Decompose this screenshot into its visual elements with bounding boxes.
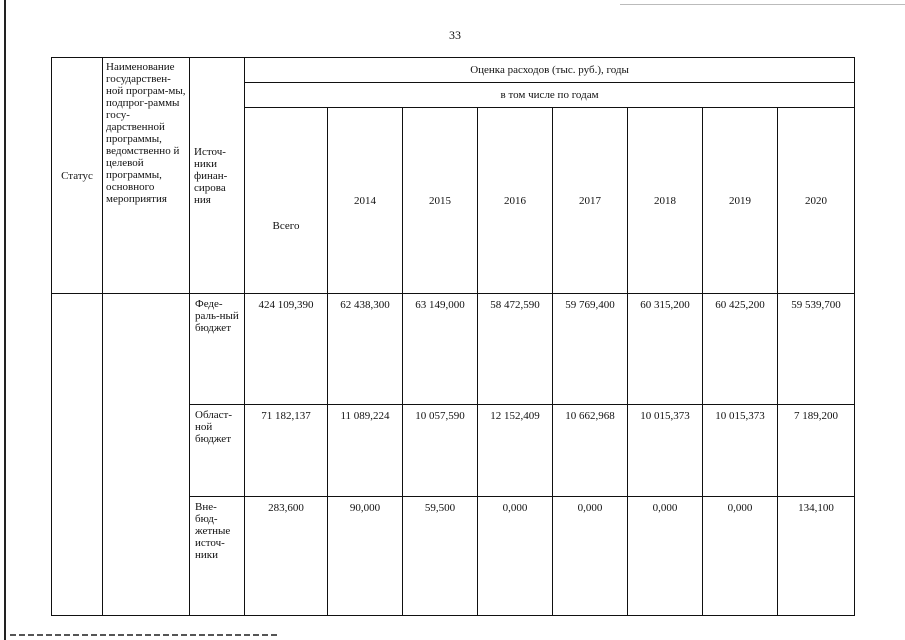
- table-row: [52, 294, 855, 405]
- expenditure-table: [51, 57, 855, 616]
- scan-edge-bottom: [10, 634, 280, 636]
- scan-edge-top: [620, 4, 905, 5]
- header-year: 2018: [628, 108, 703, 294]
- year-value: 11 089,224: [328, 405, 403, 497]
- header-status: Статус: [52, 58, 103, 294]
- name-cell: [103, 294, 190, 616]
- year-value: 59 539,700: [778, 294, 855, 405]
- header-including: в том числе по годам: [245, 83, 855, 108]
- year-value: 0,000: [553, 497, 628, 616]
- year-value: 90,000: [328, 497, 403, 616]
- total-value: 283,600: [245, 497, 328, 616]
- total-value: 71 182,137: [245, 405, 328, 497]
- source-label: Област-ной бюджет: [190, 405, 245, 497]
- year-value: 10 015,373: [628, 405, 703, 497]
- page-number: 33: [449, 28, 461, 42]
- year-value: 60 315,200: [628, 294, 703, 405]
- status-cell: [52, 294, 103, 616]
- year-value: 60 425,200: [703, 294, 778, 405]
- header-estimate: Оценка расходов (тыс. руб.), годы: [245, 58, 855, 83]
- year-value: 58 472,590: [478, 294, 553, 405]
- scan-edge-left: [4, 0, 6, 640]
- header-total: Всего: [245, 108, 328, 294]
- year-value: 0,000: [703, 497, 778, 616]
- year-value: 63 149,000: [403, 294, 478, 405]
- header-year: 2017: [553, 108, 628, 294]
- year-value: 59 769,400: [553, 294, 628, 405]
- year-value: 7 189,200: [778, 405, 855, 497]
- header-source: Источ-ники финан-сирова ния: [190, 58, 245, 294]
- header-name: Наименование государствен-ной програм-мы, подпрог-раммы госу-дарственной программы, ведомственно й целевой программы, основного мероприятия: [103, 58, 190, 294]
- year-value: 0,000: [478, 497, 553, 616]
- header-year: 2014: [328, 108, 403, 294]
- year-value: 10 015,373: [703, 405, 778, 497]
- year-value: 10 057,590: [403, 405, 478, 497]
- year-value: 0,000: [628, 497, 703, 616]
- year-value: 134,100: [778, 497, 855, 616]
- source-label: Вне-бюд-жетные источ-ники: [190, 497, 245, 616]
- year-value: 12 152,409: [478, 405, 553, 497]
- header-year: 2015: [403, 108, 478, 294]
- header-year: 2019: [703, 108, 778, 294]
- total-value: 424 109,390: [245, 294, 328, 405]
- year-value: 10 662,968: [553, 405, 628, 497]
- year-value: 59,500: [403, 497, 478, 616]
- source-label: Феде-раль-ный бюджет: [190, 294, 245, 405]
- header-year: 2016: [478, 108, 553, 294]
- header-year: 2020: [778, 108, 855, 294]
- year-value: 62 438,300: [328, 294, 403, 405]
